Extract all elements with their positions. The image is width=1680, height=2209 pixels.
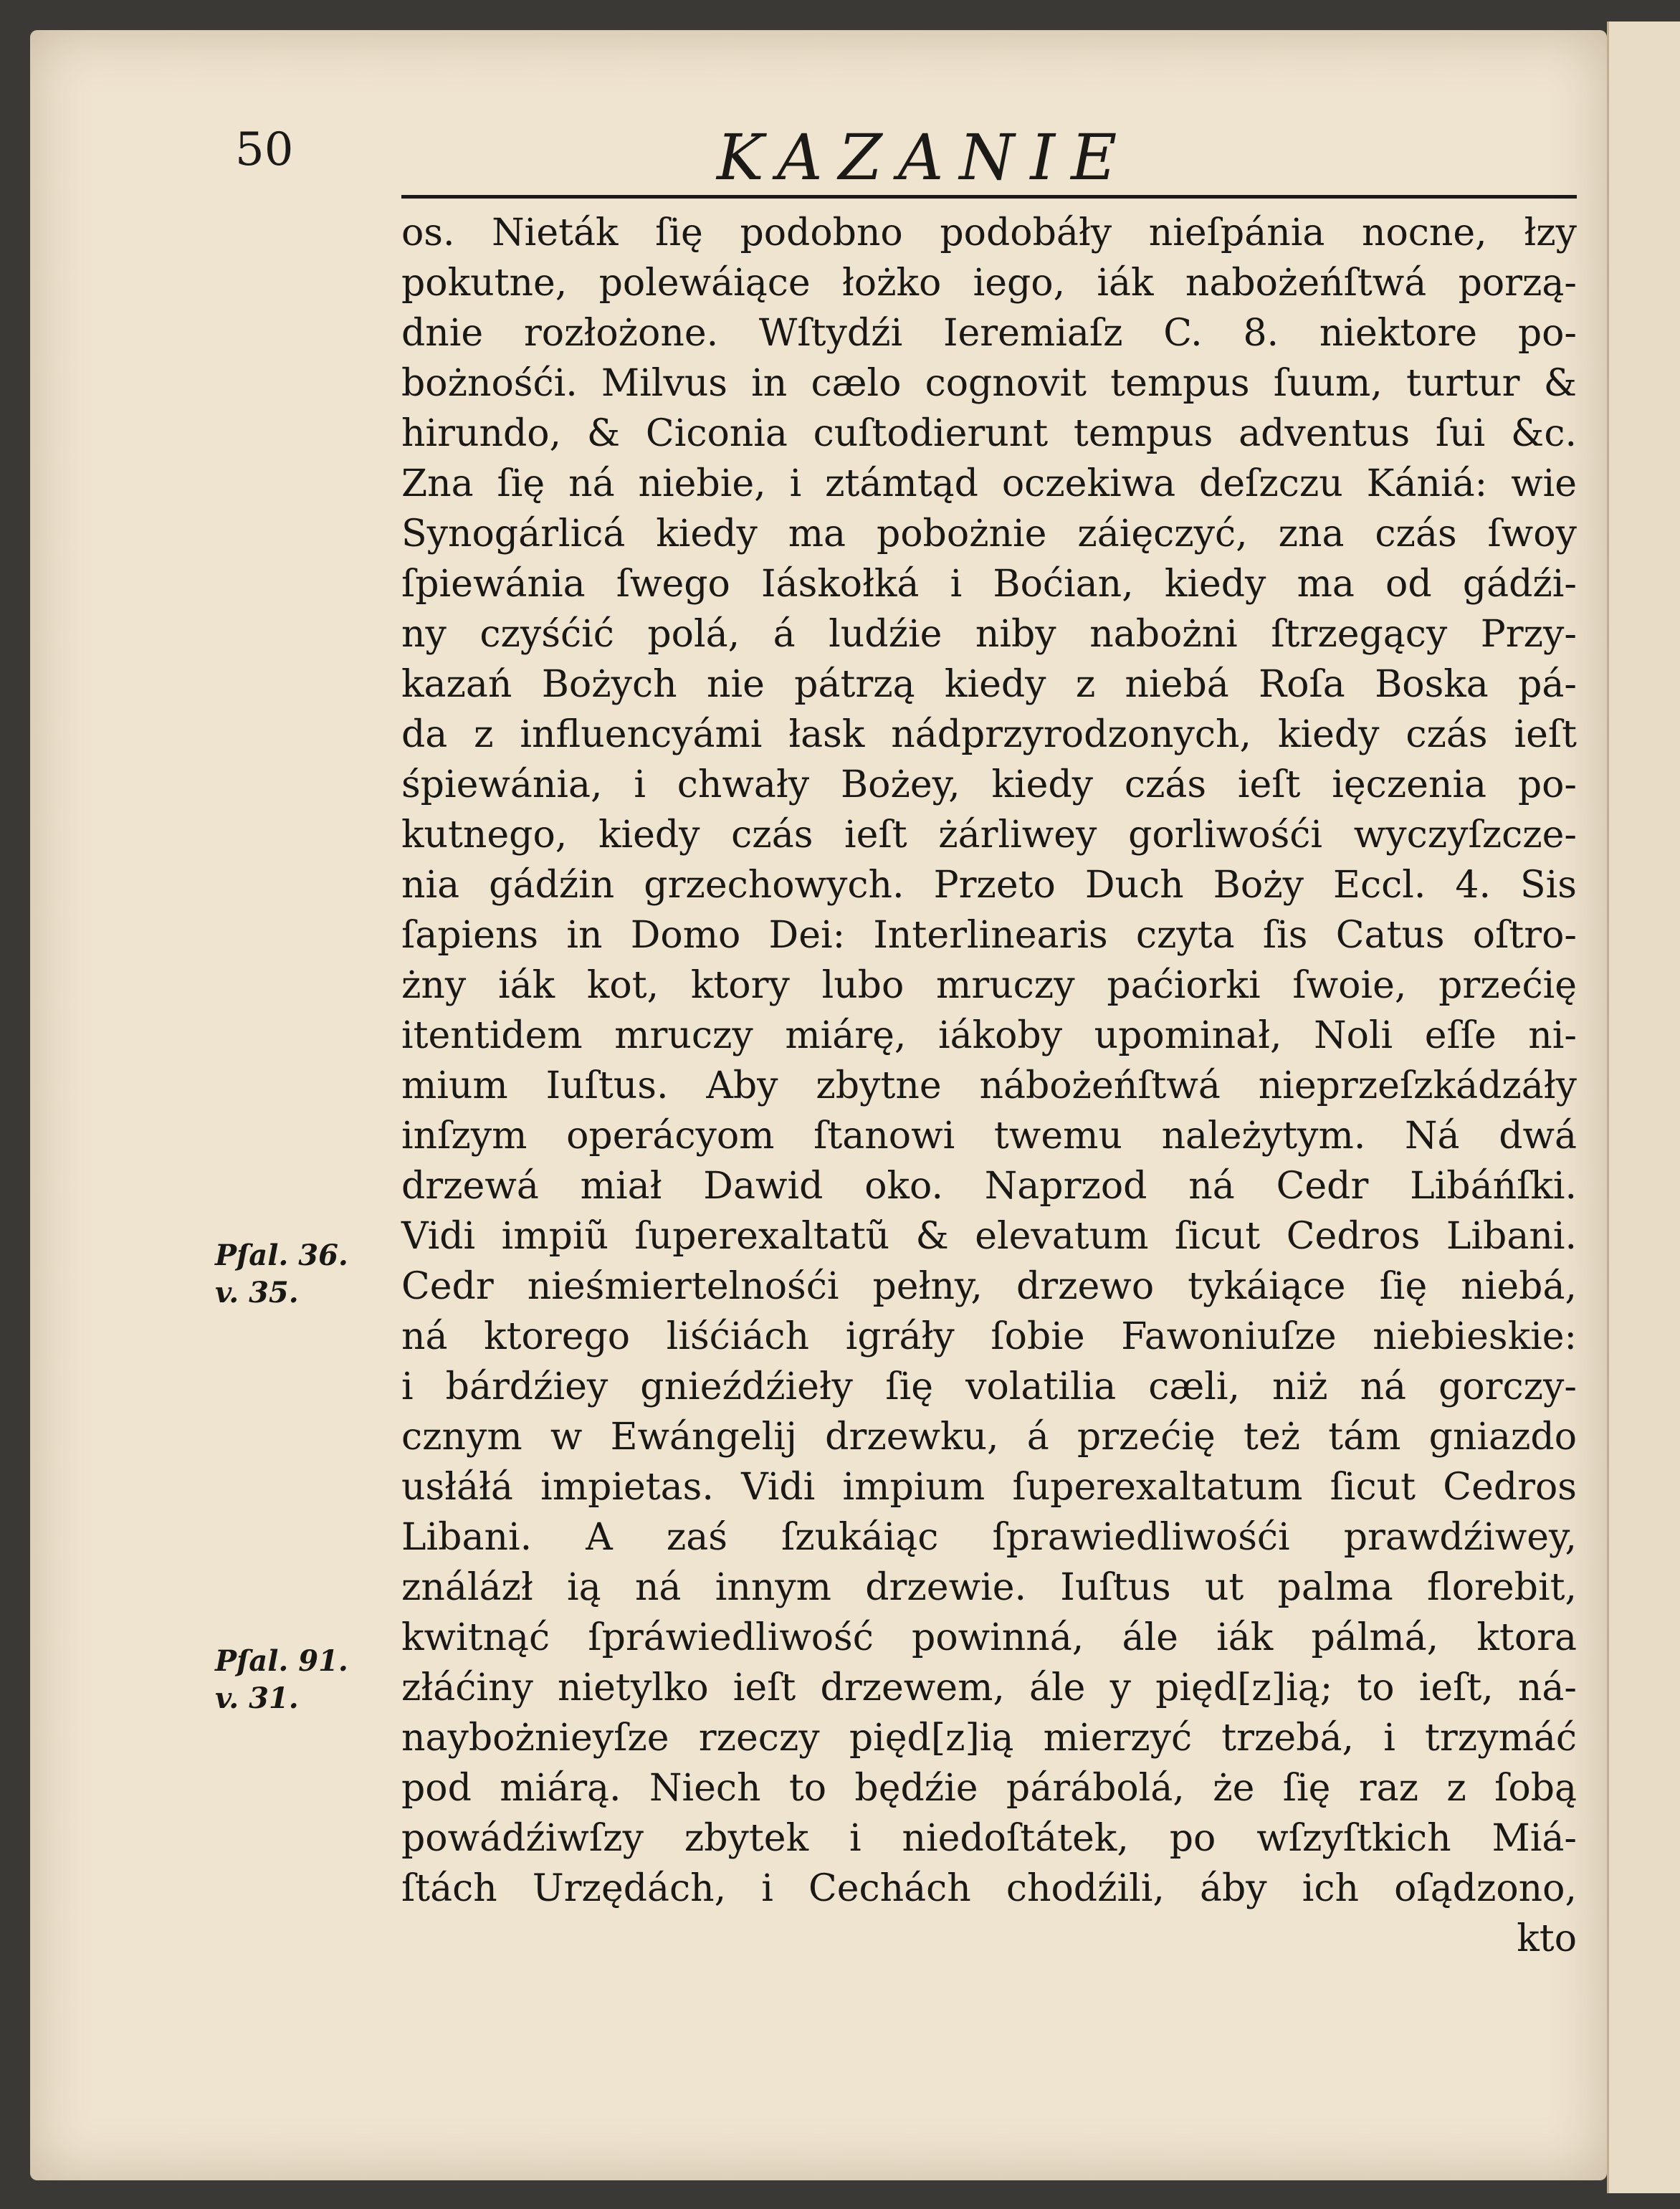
text-line: hirundo, & Ciconia cuſtodierunt tempus adventus ſui &c.: [401, 412, 1577, 455]
text-line: ná ktorego liśćiách igráły ſobie Fawoniuſze niebieskie:: [401, 1315, 1577, 1358]
text-line: itentidem mruczy miárę, iákoby upominał, Noli eſſe ni-: [401, 1014, 1577, 1057]
text-line: bożnośći. Milvus in cælo cognovit tempus ſuum, turtur &: [401, 362, 1577, 405]
text-line: inſzym operácyom ſtanowi twemu należytym. Ná dwá: [401, 1115, 1577, 1158]
margin-note: [215, 1643, 358, 1717]
text-line: pokutne, polewáiące łożko iego, iák nabożeńſtwá porzą-: [401, 262, 1577, 305]
text-line: Libani. A zaś ſzukáiąc ſprawiedliwośći prawdźiwey,: [401, 1516, 1577, 1559]
text-line: kutnego, kiedy czás ieſt żárliwey gorliwośći wyczyſzcze-: [401, 814, 1577, 857]
text-line: ſtách Urzędách, i Cechách chodźili, áby ich oſądzono,: [401, 1867, 1577, 1910]
margin-note: [215, 1237, 358, 1312]
text-line: drzewá miał Dawid oko. Naprzod ná Cedr Libáńſki.: [401, 1165, 1577, 1208]
text-line: usłáłá impietas. Vidi impium ſuperexaltatum ſicut Cedros: [401, 1466, 1577, 1509]
text-line: naybożnieyſze rzeczy pięd[z]ią mierzyć trzebá, i trzymáć: [401, 1717, 1577, 1760]
text-line: dnie rozłożone. Wſtydźi Ieremiaſz C. 8. niektore po-: [401, 312, 1577, 355]
text-line: cznym w Ewángelij drzewku, á przećię też tám gniazdo: [401, 1416, 1577, 1459]
running-title: KAZANIE: [717, 120, 1133, 194]
text-line: i bárdźiey gnieźdźiełу ſię volatilia cæli, niż ná gorczy-: [401, 1365, 1577, 1408]
text-line: śpiewánia, i chwały Bożey, kiedy czás ieſt ięczenia po-: [401, 763, 1577, 806]
text-line: ználázł ią ná innym drzewie. Iuſtus ut palma florebit,: [401, 1566, 1577, 1609]
margin-note-line: v. 31.: [215, 1681, 299, 1715]
page-number: 50: [235, 123, 294, 176]
text-line: Synogárlicá kiedy ma pobożnie záięczyć, zna czás ſwoy: [401, 512, 1577, 555]
facing-page-edge: [1607, 22, 1680, 2193]
margin-note-line: v. 35.: [215, 1276, 299, 1309]
text-line: ſapiens in Domo Dei: Interlinearis czyta ſis Catus oſtro-: [401, 914, 1577, 957]
text-line: nia gádźin grzechowych. Przeto Duch Boży Eccl. 4. Sis: [401, 864, 1577, 907]
text-line: Zna ſię ná niebie, i ztámtąd oczekiwa deſzczu Kániá: wie: [401, 462, 1577, 505]
text-line: Vidi impiũ ſuperexaltatũ & elevatum ſicut Cedros Libani.: [401, 1215, 1577, 1258]
header-rule: [401, 195, 1577, 199]
text-line: da z influencyámi łask nádprzyrodzonych, kiedy czás ieſt: [401, 713, 1577, 756]
text-line: pod miárą. Niech to będźie párábolá, że ſię raz z ſobą: [401, 1767, 1577, 1810]
text-line: kto: [1517, 1917, 1577, 1960]
text-line: Cedr nieśmiertelnośći pełny, drzewo tykáiące ſię niebá,: [401, 1265, 1577, 1308]
text-line: kwitnąć ſpráwiedliwość powinná, ále iák pálmá, ktora: [401, 1616, 1577, 1659]
text-line: złáćiny nietylko ieſt drzewem, ále y pięd[z]ią; to ieſt, ná-: [401, 1666, 1577, 1709]
text-line: ſpiewánia ſwego Iáskołká i Boćian, kiedy ma od gádźi-: [401, 563, 1577, 606]
text-line: żny iák kot, ktory lubo mruczy paćiorki ſwoie, przećię: [401, 964, 1577, 1007]
text-line: powádźiwſzy zbytek i niedoſtátek, po wſzyſtkich Miá-: [401, 1817, 1577, 1860]
text-line: ny czyśćić polá, á ludźie niby nabożni ſtrzegący Przy-: [401, 613, 1577, 656]
text-line: kazań Bożych nie pátrzą kiedy z niebá Roſa Boska pá-: [401, 663, 1577, 706]
margin-note-line: Pſal. 91.: [215, 1644, 348, 1678]
text-line: mium Iuſtus. Aby zbytne nábożeńſtwá nieprzeſzkádzáły: [401, 1064, 1577, 1107]
margin-note-line: Pſal. 36.: [215, 1239, 348, 1272]
text-line: os. Nieták ſię podobno podobáły nieſpánia nocne, łzy: [401, 211, 1577, 254]
